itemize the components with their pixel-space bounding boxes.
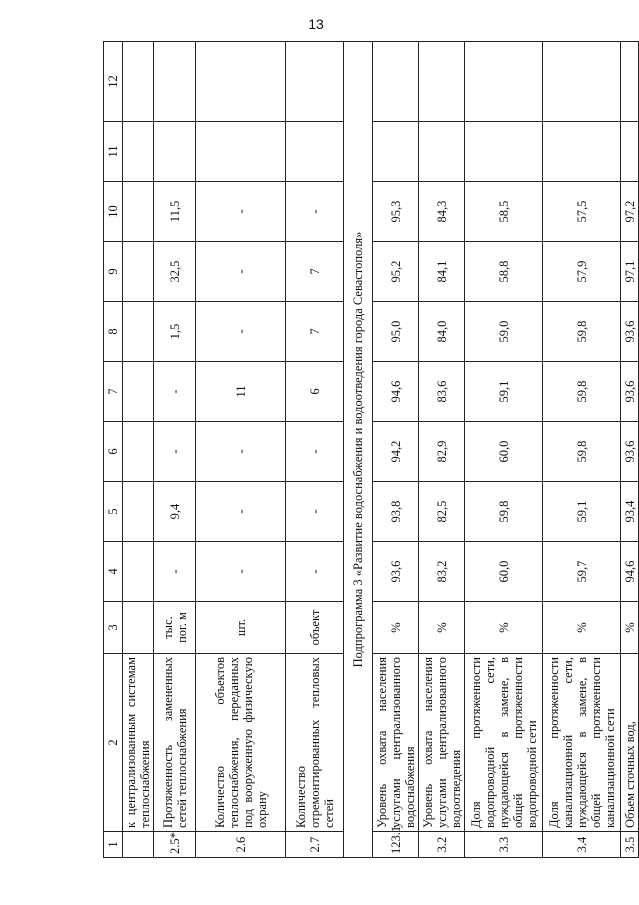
indicator-name: Доля протяженности водопроводной сети, нуждающейся в замене, в общей протяженности водопроводной сети	[465, 654, 543, 832]
value-cell: 58,8	[465, 242, 543, 302]
value-cell: 59,7	[543, 542, 621, 602]
value-cell: -	[196, 182, 286, 242]
value-cell	[123, 242, 154, 302]
value-cell: 60,0	[465, 422, 543, 482]
value-cell: -	[286, 182, 344, 242]
indicator-name: Количество отремонтированных тепловых сетей	[286, 654, 344, 832]
value-cell: 84,3	[419, 182, 465, 242]
value-cell	[123, 302, 154, 362]
value-cell	[196, 122, 286, 182]
value-cell	[123, 42, 154, 122]
table-row	[465, 42, 543, 858]
value-cell: 93,6	[621, 302, 639, 362]
col-header: 10	[104, 182, 123, 242]
unit: %	[465, 602, 543, 654]
value-cell: 82,5	[419, 482, 465, 542]
unit	[123, 602, 154, 654]
unit: %	[419, 602, 465, 654]
table-row	[154, 42, 196, 858]
indicator-name: Протяженность замененных сетей теплоснабжения	[154, 654, 196, 832]
indicator-name: Доля протяженности канализационной сети, нуждающейся в замене, в общей протяженности канализационной сети	[543, 654, 621, 832]
value-cell: 58,5	[465, 182, 543, 242]
col-header: 4	[104, 542, 123, 602]
value-cell: 94,2	[373, 422, 419, 482]
value-cell: 93,6	[621, 362, 639, 422]
value-cell	[154, 122, 196, 182]
row-number: 123.1	[373, 832, 419, 858]
value-cell: 84,1	[419, 242, 465, 302]
unit: тыс. пог. м	[154, 602, 196, 654]
indicator-name: к централизованным системам теплоснабжения	[123, 654, 154, 832]
column-number-row	[104, 42, 123, 858]
value-cell: -	[196, 422, 286, 482]
indicator-name: Количество объектов теплоснабжения, переданных под вооруженную физическую охрану	[196, 654, 286, 832]
rotated-table-container	[103, 42, 637, 858]
table-row	[543, 42, 621, 858]
col-header: 12	[104, 42, 123, 122]
value-cell: 93,6	[373, 542, 419, 602]
value-cell: 9,4	[154, 482, 196, 542]
row-number: 2.7	[286, 832, 344, 858]
row-number: 3.2	[419, 832, 465, 858]
unit: %	[373, 602, 419, 654]
value-cell	[123, 542, 154, 602]
value-cell: 95,0	[373, 302, 419, 362]
subprogram-row	[344, 42, 373, 858]
row-number: 2.6	[196, 832, 286, 858]
value-cell	[621, 42, 639, 122]
indicator-name: Объем сточных вод,	[621, 654, 639, 832]
value-cell: -	[196, 302, 286, 362]
value-cell	[123, 122, 154, 182]
value-cell: 95,3	[373, 182, 419, 242]
value-cell: 59,1	[543, 482, 621, 542]
value-cell	[196, 42, 286, 122]
value-cell	[543, 42, 621, 122]
value-cell: 59,8	[543, 302, 621, 362]
value-cell: 83,6	[419, 362, 465, 422]
value-cell	[419, 42, 465, 122]
value-cell	[123, 422, 154, 482]
value-cell	[373, 42, 419, 122]
value-cell: -	[286, 482, 344, 542]
unit: объект	[286, 602, 344, 654]
value-cell	[286, 122, 344, 182]
col-header: 6	[104, 422, 123, 482]
value-cell	[419, 122, 465, 182]
value-cell: 59,8	[543, 362, 621, 422]
value-cell: 95,2	[373, 242, 419, 302]
value-cell: 57,9	[543, 242, 621, 302]
value-cell	[465, 122, 543, 182]
value-cell: 94,6	[373, 362, 419, 422]
value-cell	[373, 122, 419, 182]
value-cell: -	[286, 422, 344, 482]
col-header: 11	[104, 122, 123, 182]
value-cell	[286, 42, 344, 122]
value-cell: -	[154, 542, 196, 602]
col-header: 5	[104, 482, 123, 542]
unit: шт.	[196, 602, 286, 654]
table-row	[123, 42, 154, 858]
value-cell	[123, 482, 154, 542]
indicators-table	[103, 41, 639, 858]
value-cell: 82,9	[419, 422, 465, 482]
value-cell: 59,8	[543, 422, 621, 482]
subprogram-title: Подпрограмма 3 «Развитие водоснабжения и водоотведения города Севастополя»	[344, 42, 373, 858]
indicator-name: Уровень охвата населения услугами централизованного водоснабжения	[373, 654, 419, 832]
table-row	[419, 42, 465, 858]
value-cell: 97,1	[621, 242, 639, 302]
value-cell: 57,5	[543, 182, 621, 242]
value-cell: -	[196, 482, 286, 542]
value-cell: 93,8	[373, 482, 419, 542]
table-row	[196, 42, 286, 858]
row-number: 3.3	[465, 832, 543, 858]
col-header: 3	[104, 602, 123, 654]
value-cell	[465, 42, 543, 122]
value-cell: 11,5	[154, 182, 196, 242]
value-cell: 59,8	[465, 482, 543, 542]
value-cell: 97,2	[621, 182, 639, 242]
value-cell: 59,1	[465, 362, 543, 422]
value-cell: 7	[286, 302, 344, 362]
value-cell	[154, 42, 196, 122]
row-number: 3.5	[621, 832, 639, 858]
value-cell	[123, 362, 154, 422]
value-cell	[123, 182, 154, 242]
row-number: 2.5*	[154, 832, 196, 858]
page-number: 13	[308, 16, 324, 32]
value-cell: -	[286, 542, 344, 602]
value-cell: -	[196, 242, 286, 302]
value-cell: 32,5	[154, 242, 196, 302]
value-cell	[621, 122, 639, 182]
unit: %	[621, 602, 639, 654]
value-cell: -	[154, 422, 196, 482]
value-cell: 83,2	[419, 542, 465, 602]
unit: %	[543, 602, 621, 654]
row-number: 3.4	[543, 832, 621, 858]
indicator-name: Уровень охвата населения услугами централизованного водоотведения	[419, 654, 465, 832]
value-cell: 6	[286, 362, 344, 422]
value-cell: -	[154, 362, 196, 422]
value-cell: -	[196, 542, 286, 602]
table-row	[621, 42, 639, 858]
value-cell: 60,0	[465, 542, 543, 602]
row-number	[123, 832, 154, 858]
table-row	[286, 42, 344, 858]
value-cell: 59,0	[465, 302, 543, 362]
col-header: 2	[104, 654, 123, 832]
col-header: 1	[104, 832, 123, 858]
col-header: 8	[104, 302, 123, 362]
value-cell: 11	[196, 362, 286, 422]
value-cell: 93,4	[621, 482, 639, 542]
col-header: 7	[104, 362, 123, 422]
value-cell	[543, 122, 621, 182]
value-cell: 7	[286, 242, 344, 302]
col-header: 9	[104, 242, 123, 302]
value-cell: 94,6	[621, 542, 639, 602]
value-cell: 84,0	[419, 302, 465, 362]
table-row	[373, 42, 419, 858]
value-cell: 93,6	[621, 422, 639, 482]
value-cell: 1,5	[154, 302, 196, 362]
